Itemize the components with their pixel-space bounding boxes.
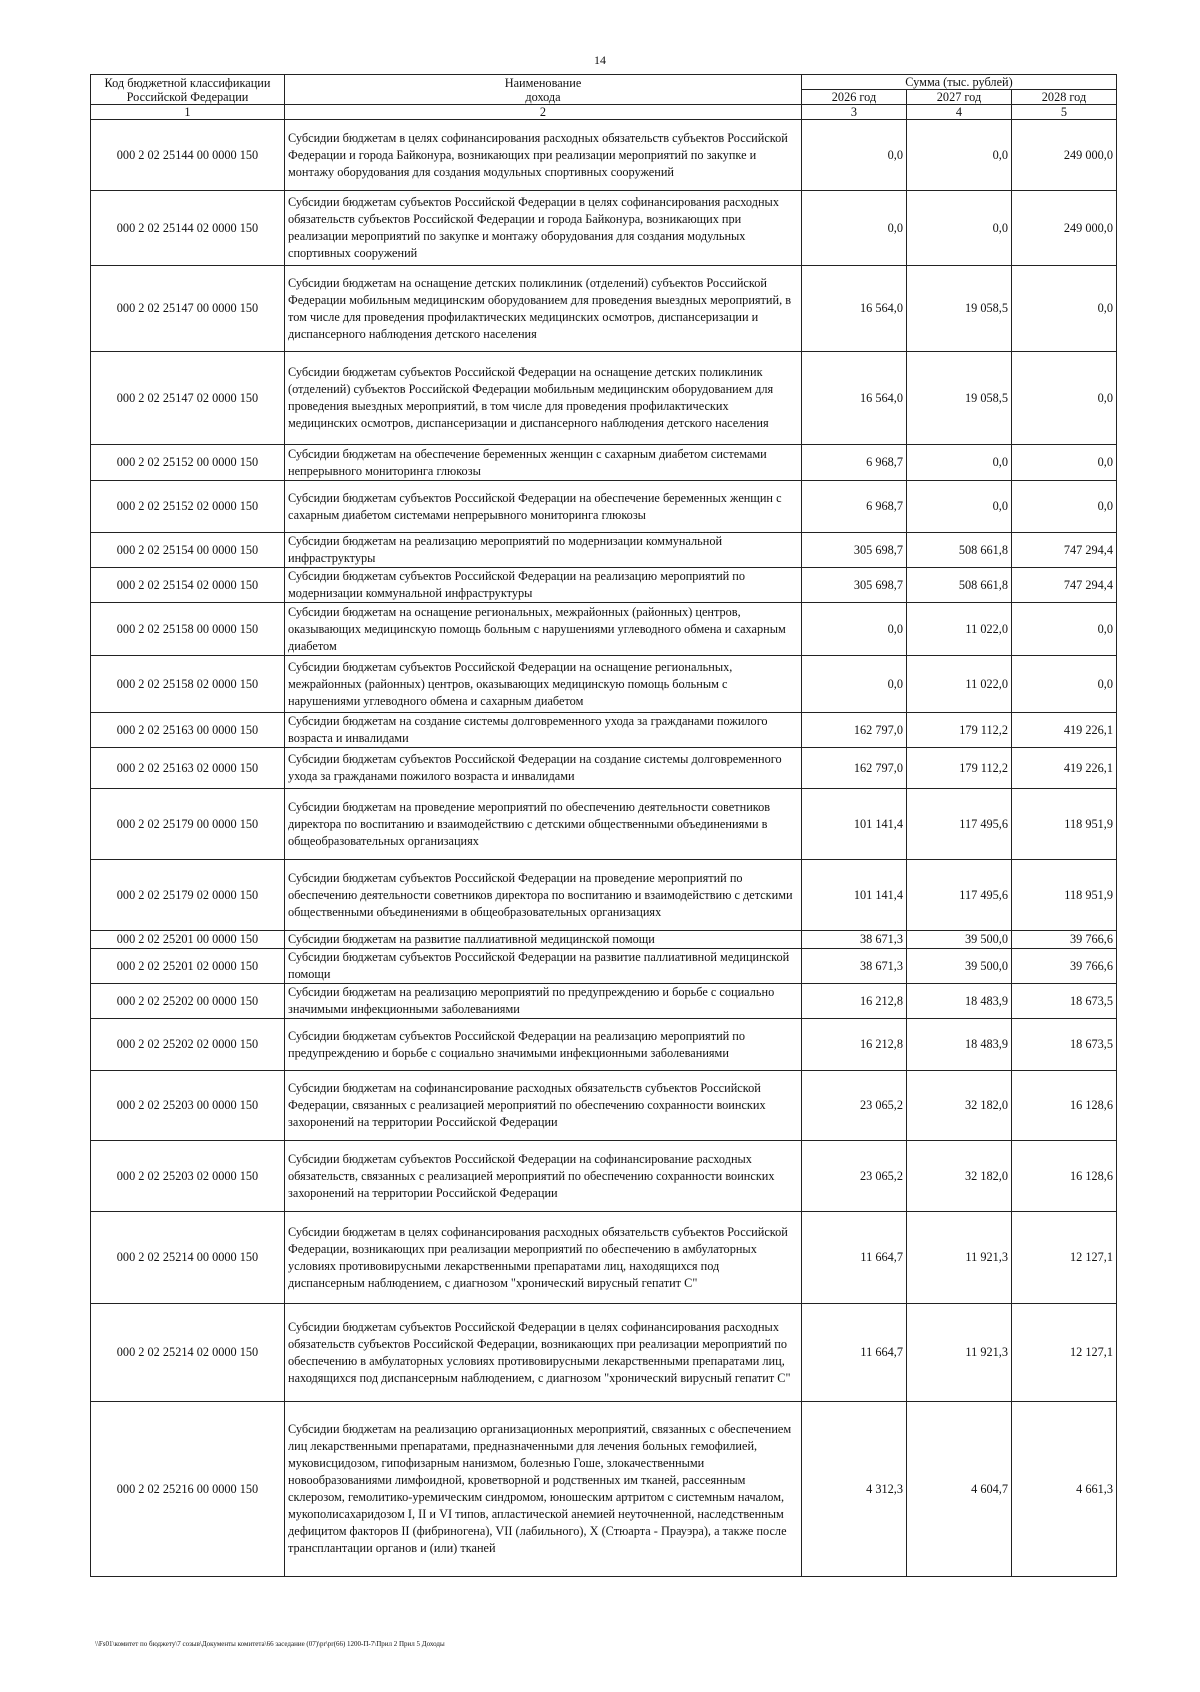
row-name: Субсидии бюджетам субъектов Российской Федерации на создание системы долговременного ухода за гражданами пожилого возраста и инвалидами bbox=[285, 748, 802, 789]
value-2027: 39 500,0 bbox=[907, 949, 1012, 984]
row-name: Субсидии бюджетам субъектов Российской Федерации в целях софинансирования расходных обязательств субъектов Российской Федерации, возникающих при реализации мероприятий по обеспечению в амбулаторных условиях противовирусными лекарственными препаратами лиц, находящихся под диспансерным наблюдением, с диагнозом "хронический вирусный гепатит С" bbox=[285, 1304, 802, 1402]
value-2026: 101 141,4 bbox=[802, 860, 907, 931]
value-2027: 32 182,0 bbox=[907, 1071, 1012, 1141]
code-column-header: Код бюджетной классификации Российской Федерации bbox=[91, 75, 285, 105]
row-name: Субсидии бюджетам субъектов Российской Федерации на проведение мероприятий по обеспечению деятельности советников директора по воспитанию и взаимодействию с детскими общественными объединениями в общеобразовательных организациях bbox=[285, 860, 802, 931]
value-2026: 305 698,7 bbox=[802, 568, 907, 603]
value-2026: 101 141,4 bbox=[802, 789, 907, 860]
value-2027: 0,0 bbox=[907, 481, 1012, 533]
table-row bbox=[91, 1212, 1117, 1304]
value-2026: 11 664,7 bbox=[802, 1304, 907, 1402]
row-code: 000 2 02 25152 00 0000 150 bbox=[91, 445, 285, 481]
name-column-header: Наименование дохода bbox=[285, 75, 802, 105]
row-name: Субсидии бюджетам на софинансирование расходных обязательств субъектов Российской Федерации, связанных с реализацией мероприятий по обеспечению сохранности воинских захоронений на территории Российской Федерации bbox=[285, 1071, 802, 1141]
row-code: 000 2 02 25203 02 0000 150 bbox=[91, 1141, 285, 1212]
value-2027: 508 661,8 bbox=[907, 533, 1012, 568]
row-code: 000 2 02 25202 00 0000 150 bbox=[91, 984, 285, 1019]
value-2027: 19 058,5 bbox=[907, 352, 1012, 445]
row-name: Субсидии бюджетам субъектов Российской Федерации на оснащение детских поликлиник (отделений) субъектов Российской Федерации мобильным медицинским оборудованием для проведения выездных мероприятий, в том числе для проведения профилактических медицинских осмотров, диспансеризации и диспансерного наблюдения детского населения bbox=[285, 352, 802, 445]
row-code: 000 2 02 25201 00 0000 150 bbox=[91, 931, 285, 949]
value-2027: 19 058,5 bbox=[907, 266, 1012, 352]
value-2026: 16 564,0 bbox=[802, 266, 907, 352]
table-row bbox=[91, 1141, 1117, 1212]
row-code: 000 2 02 25163 00 0000 150 bbox=[91, 713, 285, 748]
table-row bbox=[91, 748, 1117, 789]
value-2028: 0,0 bbox=[1012, 481, 1117, 533]
value-2028: 0,0 bbox=[1012, 445, 1117, 481]
row-code: 000 2 02 25201 02 0000 150 bbox=[91, 949, 285, 984]
column-number: 5 bbox=[1012, 105, 1117, 120]
value-2026: 162 797,0 bbox=[802, 713, 907, 748]
row-code: 000 2 02 25214 02 0000 150 bbox=[91, 1304, 285, 1402]
value-2028: 0,0 bbox=[1012, 656, 1117, 713]
value-2026: 38 671,3 bbox=[802, 949, 907, 984]
row-name: Субсидии бюджетам субъектов Российской Федерации на реализацию мероприятий по модернизации коммунальной инфраструктуры bbox=[285, 568, 802, 603]
value-2028: 12 127,1 bbox=[1012, 1212, 1117, 1304]
value-2027: 4 604,7 bbox=[907, 1402, 1012, 1577]
table-row bbox=[91, 568, 1117, 603]
row-name: Субсидии бюджетам субъектов Российской Федерации на оснащение региональных, межрайонных (районных) центров, оказывающих медицинскую помощь больным с нарушениями углеводного обмена и сахарным диабетом bbox=[285, 656, 802, 713]
value-2027: 0,0 bbox=[907, 445, 1012, 481]
row-code: 000 2 02 25216 00 0000 150 bbox=[91, 1402, 285, 1577]
table-row bbox=[91, 445, 1117, 481]
row-name: Субсидии бюджетам на проведение мероприятий по обеспечению деятельности советников директора по воспитанию и взаимодействию с детскими общественными объединениями в общеобразовательных организациях bbox=[285, 789, 802, 860]
value-2027: 39 500,0 bbox=[907, 931, 1012, 949]
value-2028: 12 127,1 bbox=[1012, 1304, 1117, 1402]
value-2027: 117 495,6 bbox=[907, 789, 1012, 860]
value-2027: 32 182,0 bbox=[907, 1141, 1012, 1212]
row-code: 000 2 02 25158 00 0000 150 bbox=[91, 603, 285, 656]
value-2028: 118 951,9 bbox=[1012, 860, 1117, 931]
value-2027: 117 495,6 bbox=[907, 860, 1012, 931]
value-2028: 419 226,1 bbox=[1012, 713, 1117, 748]
value-2028: 747 294,4 bbox=[1012, 533, 1117, 568]
value-2028: 39 766,6 bbox=[1012, 931, 1117, 949]
table-row bbox=[91, 1402, 1117, 1577]
row-code: 000 2 02 25202 02 0000 150 bbox=[91, 1019, 285, 1071]
row-name: Субсидии бюджетам на реализацию мероприятий по предупреждению и борьбе с социально значимыми инфекционными заболеваниями bbox=[285, 984, 802, 1019]
row-name: Субсидии бюджетам на обеспечение беременных женщин с сахарным диабетом системами непрерывного мониторинга глюкозы bbox=[285, 445, 802, 481]
value-2027: 18 483,9 bbox=[907, 1019, 1012, 1071]
table-row bbox=[91, 481, 1117, 533]
value-2028: 0,0 bbox=[1012, 352, 1117, 445]
row-code: 000 2 02 25152 02 0000 150 bbox=[91, 481, 285, 533]
budget-table bbox=[90, 74, 1117, 1577]
header-row-top bbox=[91, 75, 1117, 90]
table-row bbox=[91, 984, 1117, 1019]
value-2026: 0,0 bbox=[802, 656, 907, 713]
value-2028: 4 661,3 bbox=[1012, 1402, 1117, 1577]
value-2028: 0,0 bbox=[1012, 603, 1117, 656]
value-2028: 16 128,6 bbox=[1012, 1071, 1117, 1141]
row-code: 000 2 02 25179 00 0000 150 bbox=[91, 789, 285, 860]
value-2027: 179 112,2 bbox=[907, 748, 1012, 789]
value-2027: 18 483,9 bbox=[907, 984, 1012, 1019]
value-2028: 18 673,5 bbox=[1012, 984, 1117, 1019]
table-row bbox=[91, 656, 1117, 713]
value-2028: 249 000,0 bbox=[1012, 191, 1117, 266]
value-2026: 16 212,8 bbox=[802, 984, 907, 1019]
value-2027: 11 921,3 bbox=[907, 1212, 1012, 1304]
table-row bbox=[91, 603, 1117, 656]
table-row bbox=[91, 1019, 1117, 1071]
value-2027: 11 921,3 bbox=[907, 1304, 1012, 1402]
value-2028: 118 951,9 bbox=[1012, 789, 1117, 860]
value-2026: 0,0 bbox=[802, 120, 907, 191]
table-row bbox=[91, 533, 1117, 568]
value-2027: 0,0 bbox=[907, 120, 1012, 191]
value-2026: 16 564,0 bbox=[802, 352, 907, 445]
row-code: 000 2 02 25214 00 0000 150 bbox=[91, 1212, 285, 1304]
value-2028: 419 226,1 bbox=[1012, 748, 1117, 789]
value-2026: 23 065,2 bbox=[802, 1071, 907, 1141]
column-number: 3 bbox=[802, 105, 907, 120]
row-name: Субсидии бюджетам на оснащение региональных, межрайонных (районных) центров, оказывающих медицинскую помощь больным с нарушениями углеводного обмена и сахарным диабетом bbox=[285, 603, 802, 656]
column-number: 1 bbox=[91, 105, 285, 120]
column-number: 4 bbox=[907, 105, 1012, 120]
table-row bbox=[91, 860, 1117, 931]
table-row bbox=[91, 266, 1117, 352]
row-name: Субсидии бюджетам на создание системы долговременного ухода за гражданами пожилого возраста и инвалидами bbox=[285, 713, 802, 748]
row-name: Субсидии бюджетам субъектов Российской Федерации в целях софинансирования расходных обязательств субъектов Российской Федерации и города Байконура, возникающих при реализации мероприятий по закупке и монтажу оборудования для создания модульных спортивных сооружений bbox=[285, 191, 802, 266]
value-2026: 6 968,7 bbox=[802, 481, 907, 533]
row-code: 000 2 02 25144 02 0000 150 bbox=[91, 191, 285, 266]
value-2026: 305 698,7 bbox=[802, 533, 907, 568]
row-name: Субсидии бюджетам субъектов Российской Федерации на обеспечение беременных женщин с сахарным диабетом системами непрерывного мониторинга глюкозы bbox=[285, 481, 802, 533]
value-2028: 249 000,0 bbox=[1012, 120, 1117, 191]
row-name: Субсидии бюджетам субъектов Российской Федерации на реализацию мероприятий по предупреждению и борьбе с социально значимыми инфекционными заболеваниями bbox=[285, 1019, 802, 1071]
table-row bbox=[91, 191, 1117, 266]
table-row bbox=[91, 1071, 1117, 1141]
value-2027: 11 022,0 bbox=[907, 656, 1012, 713]
row-code: 000 2 02 25179 02 0000 150 bbox=[91, 860, 285, 931]
row-code: 000 2 02 25163 02 0000 150 bbox=[91, 748, 285, 789]
column-number-row bbox=[91, 105, 1117, 120]
value-2026: 16 212,8 bbox=[802, 1019, 907, 1071]
value-2026: 38 671,3 bbox=[802, 931, 907, 949]
value-2026: 0,0 bbox=[802, 603, 907, 656]
value-2026: 11 664,7 bbox=[802, 1212, 907, 1304]
row-name: Субсидии бюджетам в целях софинансирования расходных обязательств субъектов Российской Федерации и города Байконура, возникающих при реализации мероприятий по закупке и монтажу оборудования для создания модульных спортивных сооружений bbox=[285, 120, 802, 191]
table-row bbox=[91, 931, 1117, 949]
value-2026: 162 797,0 bbox=[802, 748, 907, 789]
value-2027: 0,0 bbox=[907, 191, 1012, 266]
table-row bbox=[91, 713, 1117, 748]
row-name: Субсидии бюджетам на оснащение детских поликлиник (отделений) субъектов Российской Федерации мобильным медицинским оборудованием для проведения выездных мероприятий, в том числе для проведения профилактических медицинских осмотров, диспансеризации и диспансерного наблюдения детского населения bbox=[285, 266, 802, 352]
value-2027: 179 112,2 bbox=[907, 713, 1012, 748]
value-2026: 6 968,7 bbox=[802, 445, 907, 481]
table-row bbox=[91, 1304, 1117, 1402]
table-row bbox=[91, 789, 1117, 860]
row-name: Субсидии бюджетам субъектов Российской Федерации на софинансирование расходных обязательств, связанных с реализацией мероприятий по обеспечению сохранности воинских захоронений на территории Российской Федерации bbox=[285, 1141, 802, 1212]
row-code: 000 2 02 25154 02 0000 150 bbox=[91, 568, 285, 603]
table-row bbox=[91, 949, 1117, 984]
year-2028-header: 2028 год bbox=[1012, 90, 1117, 105]
table-row bbox=[91, 352, 1117, 445]
row-name: Субсидии бюджетам на реализацию мероприятий по модернизации коммунальной инфраструктуры bbox=[285, 533, 802, 568]
sum-column-header: Сумма (тыс. рублей) bbox=[802, 75, 1117, 90]
row-code: 000 2 02 25147 02 0000 150 bbox=[91, 352, 285, 445]
value-2028: 18 673,5 bbox=[1012, 1019, 1117, 1071]
column-number: 2 bbox=[285, 105, 802, 120]
value-2028: 747 294,4 bbox=[1012, 568, 1117, 603]
value-2027: 508 661,8 bbox=[907, 568, 1012, 603]
row-name: Субсидии бюджетам на реализацию организационных мероприятий, связанных с обеспечением лиц лекарственными препаратами, предназначенными для лечения больных гемофилией, муковисцидозом, гипофизарным нанизмом, болезнью Гоше, злокачественными новообразованиями лимфоидной, кроветворной и родственных им тканей, рассеянным склерозом, гемолитико-уремическим синдромом, юношеским артритом с системным началом, мукополисахаридозом I, II и VI типов, апластической анемией неуточненной, наследственным дефицитом факторов II (фибриногена), VII (лабильного), X (Стюарта - Прауэра), а также после трансплантации органов и (или) тканей bbox=[285, 1402, 802, 1577]
footer-file-path: \\Fs01\комитет по бюджету\7 созыв\Документы комитета\66 заседание (07)\pr\pr(66) 1200-П-7\Прил 2 Прил 5 Доходы bbox=[95, 1640, 445, 1648]
row-code: 000 2 02 25144 00 0000 150 bbox=[91, 120, 285, 191]
value-2027: 11 022,0 bbox=[907, 603, 1012, 656]
row-code: 000 2 02 25158 02 0000 150 bbox=[91, 656, 285, 713]
value-2026: 4 312,3 bbox=[802, 1402, 907, 1577]
value-2026: 23 065,2 bbox=[802, 1141, 907, 1212]
row-code: 000 2 02 25147 00 0000 150 bbox=[91, 266, 285, 352]
year-2027-header: 2027 год bbox=[907, 90, 1012, 105]
row-code: 000 2 02 25203 00 0000 150 bbox=[91, 1071, 285, 1141]
row-name: Субсидии бюджетам на развитие паллиативной медицинской помощи bbox=[285, 931, 802, 949]
value-2026: 0,0 bbox=[802, 191, 907, 266]
row-name: Субсидии бюджетам субъектов Российской Федерации на развитие паллиативной медицинской помощи bbox=[285, 949, 802, 984]
table-row bbox=[91, 120, 1117, 191]
value-2028: 39 766,6 bbox=[1012, 949, 1117, 984]
value-2028: 0,0 bbox=[1012, 266, 1117, 352]
year-2026-header: 2026 год bbox=[802, 90, 907, 105]
row-name: Субсидии бюджетам в целях софинансирования расходных обязательств субъектов Российской Федерации, возникающих при реализации мероприятий по обеспечению в амбулаторных условиях противовирусными лекарственными препаратами лиц, находящихся под диспансерным наблюдением, с диагнозом "хронический вирусный гепатит С" bbox=[285, 1212, 802, 1304]
value-2028: 16 128,6 bbox=[1012, 1141, 1117, 1212]
row-code: 000 2 02 25154 00 0000 150 bbox=[91, 533, 285, 568]
page-number: 14 bbox=[594, 53, 606, 67]
